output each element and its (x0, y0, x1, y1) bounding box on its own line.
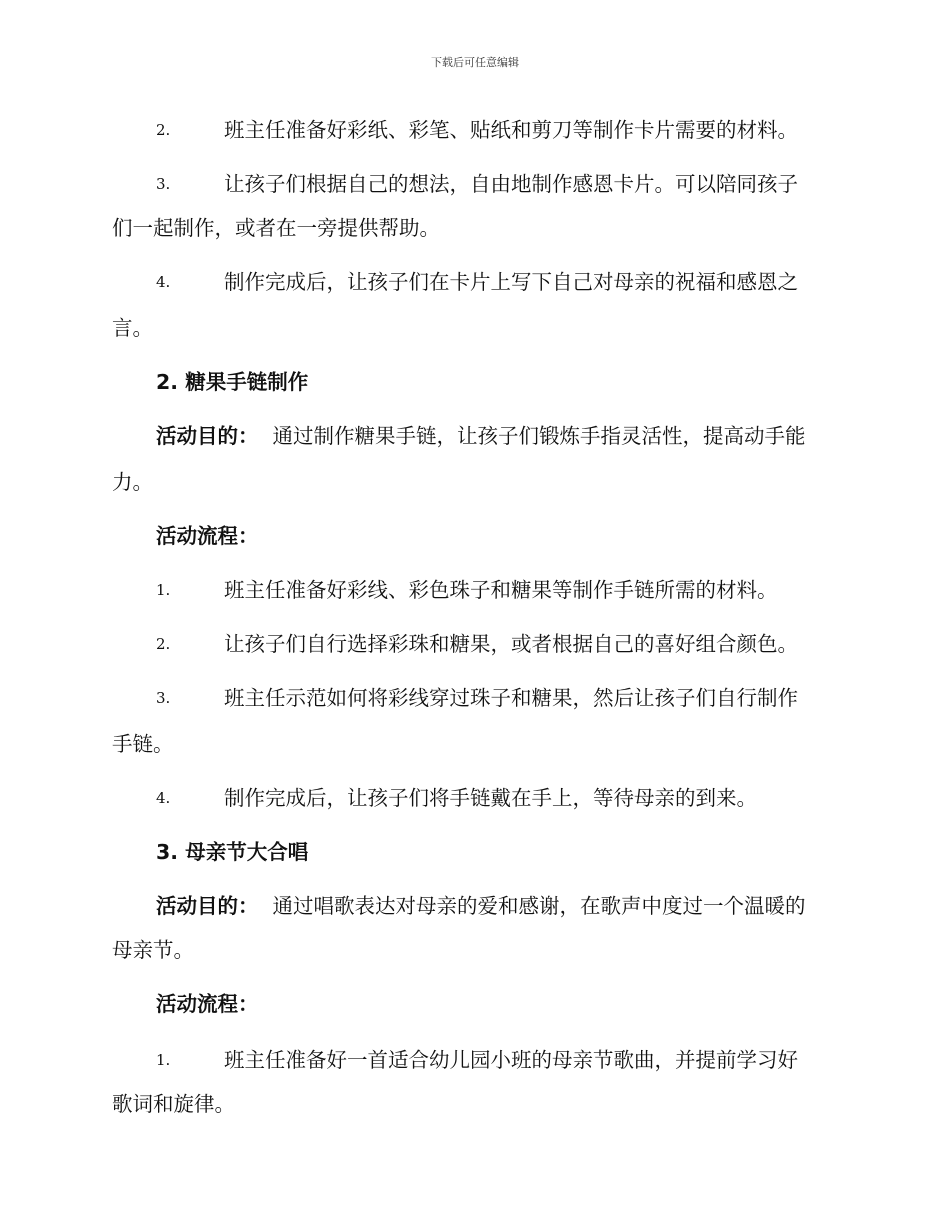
list-item-text: 制作完成后，让孩子们在卡片上写下自己对母亲的祝福和感恩之 (224, 270, 798, 294)
list-item-text: 班主任准备好彩线、彩色珠子和糖果等制作手链所需的材料。 (224, 578, 778, 602)
purpose-text-continued: 力。 (112, 470, 153, 494)
purpose-label: 活动目的： (156, 424, 259, 448)
list-item-number: 2. (156, 635, 171, 653)
purpose-label: 活动目的： (156, 894, 259, 918)
purpose-text-continued: 母亲节。 (112, 938, 194, 962)
list-item-number: 3. (156, 175, 171, 193)
list-item-text: 班主任准备好彩纸、彩笔、贴纸和剪刀等制作卡片需要的材料。 (224, 118, 798, 142)
list-item-text: 让孩子们自行选择彩珠和糖果，或者根据自己的喜好组合颜色。 (224, 632, 798, 656)
list-item-text-continued: 手链。 (112, 732, 174, 756)
list-item-number: 1. (156, 1051, 171, 1069)
list-item-text: 班主任准备好一首适合幼儿园小班的母亲节歌曲，并提前学习好 (224, 1048, 798, 1072)
list-item-number: 1. (156, 581, 171, 599)
list-item-number: 4. (156, 273, 171, 291)
purpose-text: 通过制作糖果手链，让孩子们锻炼手指灵活性，提高动手能 (272, 424, 806, 448)
list-item-number: 3. (156, 689, 171, 707)
list-item-text-continued: 们一起制作，或者在一旁提供帮助。 (112, 216, 440, 240)
section-title: 2. 糖果手链制作 (156, 370, 309, 394)
page-header: 下载后可任意编辑 (431, 56, 519, 69)
purpose-text: 通过唱歌表达对母亲的爱和感谢，在歌声中度过一个温暖的 (272, 894, 806, 918)
list-item-text: 班主任示范如何将彩线穿过珠子和糖果，然后让孩子们自行制作 (224, 686, 798, 710)
list-item-text-continued: 言。 (112, 316, 153, 340)
list-item-text: 制作完成后，让孩子们将手链戴在手上，等待母亲的到来。 (224, 786, 757, 810)
list-item-number: 2. (156, 121, 171, 139)
process-label: 活动流程： (156, 524, 259, 548)
list-item-number: 4. (156, 789, 171, 807)
list-item-text: 让孩子们根据自己的想法，自由地制作感恩卡片。可以陪同孩子 (224, 172, 798, 196)
process-label: 活动流程： (156, 992, 259, 1016)
section-title: 3. 母亲节大合唱 (156, 840, 309, 864)
list-item-text-continued: 歌词和旋律。 (112, 1092, 235, 1116)
